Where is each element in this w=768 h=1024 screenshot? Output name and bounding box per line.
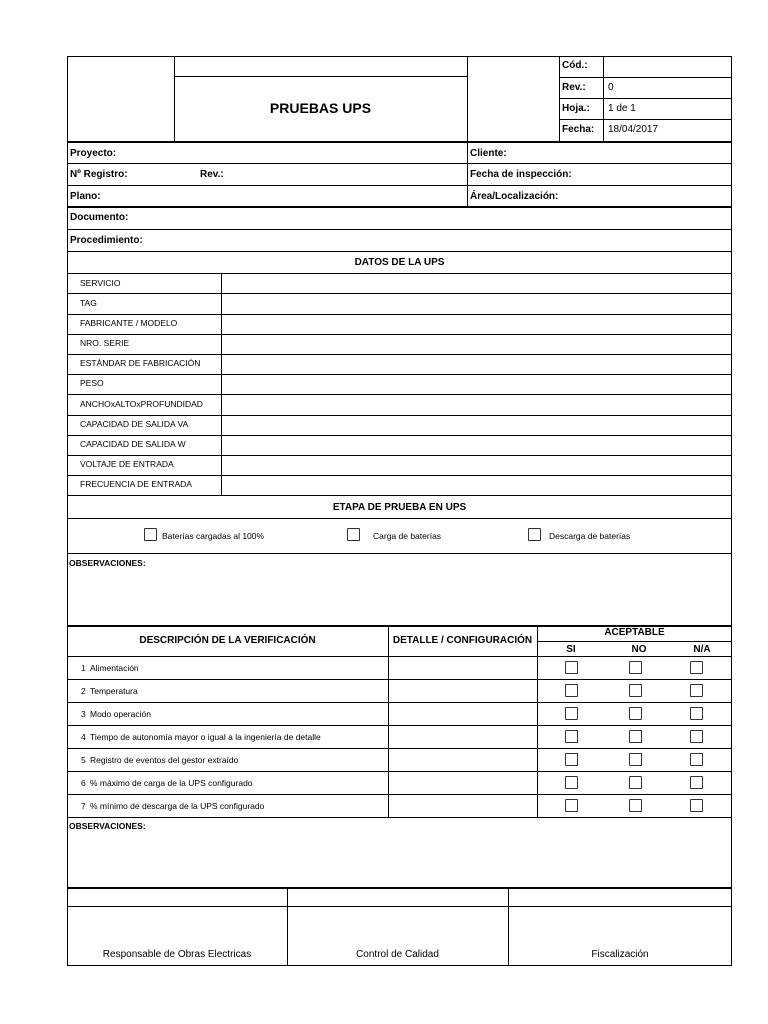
col-descripcion: DESCRIPCIÓN DE LA VERIFICACIÓN: [139, 635, 316, 646]
divider: [559, 119, 732, 120]
no-checkbox[interactable]: [629, 776, 642, 789]
page-title: PRUEBAS UPS: [269, 100, 372, 116]
divider: [67, 553, 732, 554]
no-checkbox[interactable]: [629, 753, 642, 766]
observaciones-label: OBSERVACIONES:: [69, 821, 146, 831]
registro-label: Nº Registro:: [70, 169, 128, 180]
datos-row-label: PESO: [80, 378, 104, 388]
item-text: Alimentación: [90, 663, 139, 673]
divider: [67, 518, 732, 519]
area-label: Área/Localización:: [470, 191, 559, 202]
divider: [67, 656, 732, 657]
etapa-title: ETAPA DE PRUEBA EN UPS: [332, 502, 467, 513]
divider: [537, 641, 732, 642]
divider: [221, 273, 222, 496]
datos-row-label: NRO. SERIE: [80, 338, 130, 348]
hoja-label: Hoja.:: [562, 103, 590, 114]
divider: [67, 141, 732, 143]
datos-row-label: CAPACIDAD DE SALIDA W: [80, 439, 186, 449]
divider: [467, 56, 468, 142]
divider: [559, 77, 732, 78]
divider: [603, 56, 604, 142]
descarga-baterias-label: Descarga de baterías: [549, 531, 631, 541]
no-checkbox[interactable]: [629, 730, 642, 743]
datos-row-label: FRECUENCIA DE ENTRADA: [80, 479, 192, 489]
na-checkbox[interactable]: [690, 799, 703, 812]
col-no: NO: [631, 644, 647, 655]
si-checkbox[interactable]: [565, 661, 578, 674]
datos-row-label: FABRICANTE / MODELO: [80, 318, 178, 328]
divider: [67, 229, 732, 230]
no-checkbox[interactable]: [629, 707, 642, 720]
item-text: % mínimo de descarga de la UPS configurado: [90, 801, 265, 811]
fecha-inspeccion-label: Fecha de inspección:: [470, 169, 572, 180]
divider: [67, 887, 732, 889]
divider: [67, 906, 732, 907]
datos-row-label: TAG: [80, 298, 97, 308]
col-detalle: DETALLE / CONFIGURACIÓN: [392, 635, 533, 646]
divider: [388, 625, 389, 817]
fecha-value: 18/04/2017: [608, 124, 659, 135]
procedimiento-label: Procedimiento:: [70, 235, 143, 246]
datos-row-label: CAPACIDAD DE SALIDA VA: [80, 419, 189, 429]
divider: [559, 98, 732, 99]
cliente-label: Cliente:: [470, 148, 507, 159]
rev-value: 0: [608, 82, 614, 93]
plano-label: Plano:: [70, 191, 101, 202]
carga-baterias-checkbox[interactable]: [347, 528, 360, 541]
na-checkbox[interactable]: [690, 730, 703, 743]
divider: [559, 56, 560, 142]
firma-fiscalizacion: Fiscalización: [591, 949, 649, 960]
na-checkbox[interactable]: [690, 776, 703, 789]
datos-row-label: VOLTAJE DE ENTRADA: [80, 459, 174, 469]
rev-label: Rev.:: [562, 82, 586, 93]
hoja-value: 1 de 1: [608, 103, 636, 114]
item-text: Temperatura: [90, 686, 138, 696]
datos-ups-title: DATOS DE LA UPS: [354, 257, 445, 268]
si-checkbox[interactable]: [565, 707, 578, 720]
si-checkbox[interactable]: [565, 730, 578, 743]
item-text: Registro de eventos del gestor extraído: [90, 755, 239, 765]
no-checkbox[interactable]: [629, 661, 642, 674]
na-checkbox[interactable]: [690, 684, 703, 697]
divider: [67, 273, 732, 274]
baterias-cargadas-checkbox[interactable]: [144, 528, 157, 541]
col-si: SI: [566, 644, 576, 655]
si-checkbox[interactable]: [565, 684, 578, 697]
divider: [537, 625, 538, 817]
fecha-label: Fecha:: [562, 124, 595, 135]
datos-row-label: ANCHOxALTOxPROFUNDIDAD: [80, 399, 203, 409]
carga-baterias-label: Carga de baterías: [373, 531, 442, 541]
divider: [67, 163, 732, 164]
datos-row-label: ESTÁNDAR DE FABRICACIÓN: [80, 358, 201, 368]
baterias-cargadas-label: Baterías cargadas al 100%: [162, 531, 265, 541]
si-checkbox[interactable]: [565, 776, 578, 789]
divider: [174, 76, 467, 77]
col-aceptable: ACEPTABLE: [604, 627, 665, 638]
no-checkbox[interactable]: [629, 684, 642, 697]
documento-label: Documento:: [70, 212, 129, 223]
col-na: N/A: [693, 644, 711, 655]
item-text: Tiempo de autonomía mayor o igual a la ingeniería de detalle: [90, 732, 321, 742]
descarga-baterias-checkbox[interactable]: [528, 528, 541, 541]
datos-row-label: SERVICIO: [80, 278, 121, 288]
si-checkbox[interactable]: [565, 753, 578, 766]
item-text: Modo operación: [90, 709, 151, 719]
divider: [67, 185, 732, 186]
item-text: % máximo de carga de la UPS configurado: [90, 778, 253, 788]
no-checkbox[interactable]: [629, 799, 642, 812]
na-checkbox[interactable]: [690, 661, 703, 674]
si-checkbox[interactable]: [565, 799, 578, 812]
divider: [174, 56, 175, 142]
firma-responsable: Responsable de Obras Electricas: [102, 949, 252, 960]
divider: [67, 251, 732, 252]
cod-label: Cód.:: [562, 60, 588, 71]
registro-rev-label: Rev.:: [200, 169, 224, 180]
observaciones-label: OBSERVACIONES:: [69, 558, 146, 568]
na-checkbox[interactable]: [690, 753, 703, 766]
proyecto-label: Proyecto:: [70, 148, 117, 159]
firma-calidad: Control de Calidad: [356, 949, 439, 960]
divider: [67, 206, 732, 208]
na-checkbox[interactable]: [690, 707, 703, 720]
divider: [467, 142, 468, 206]
